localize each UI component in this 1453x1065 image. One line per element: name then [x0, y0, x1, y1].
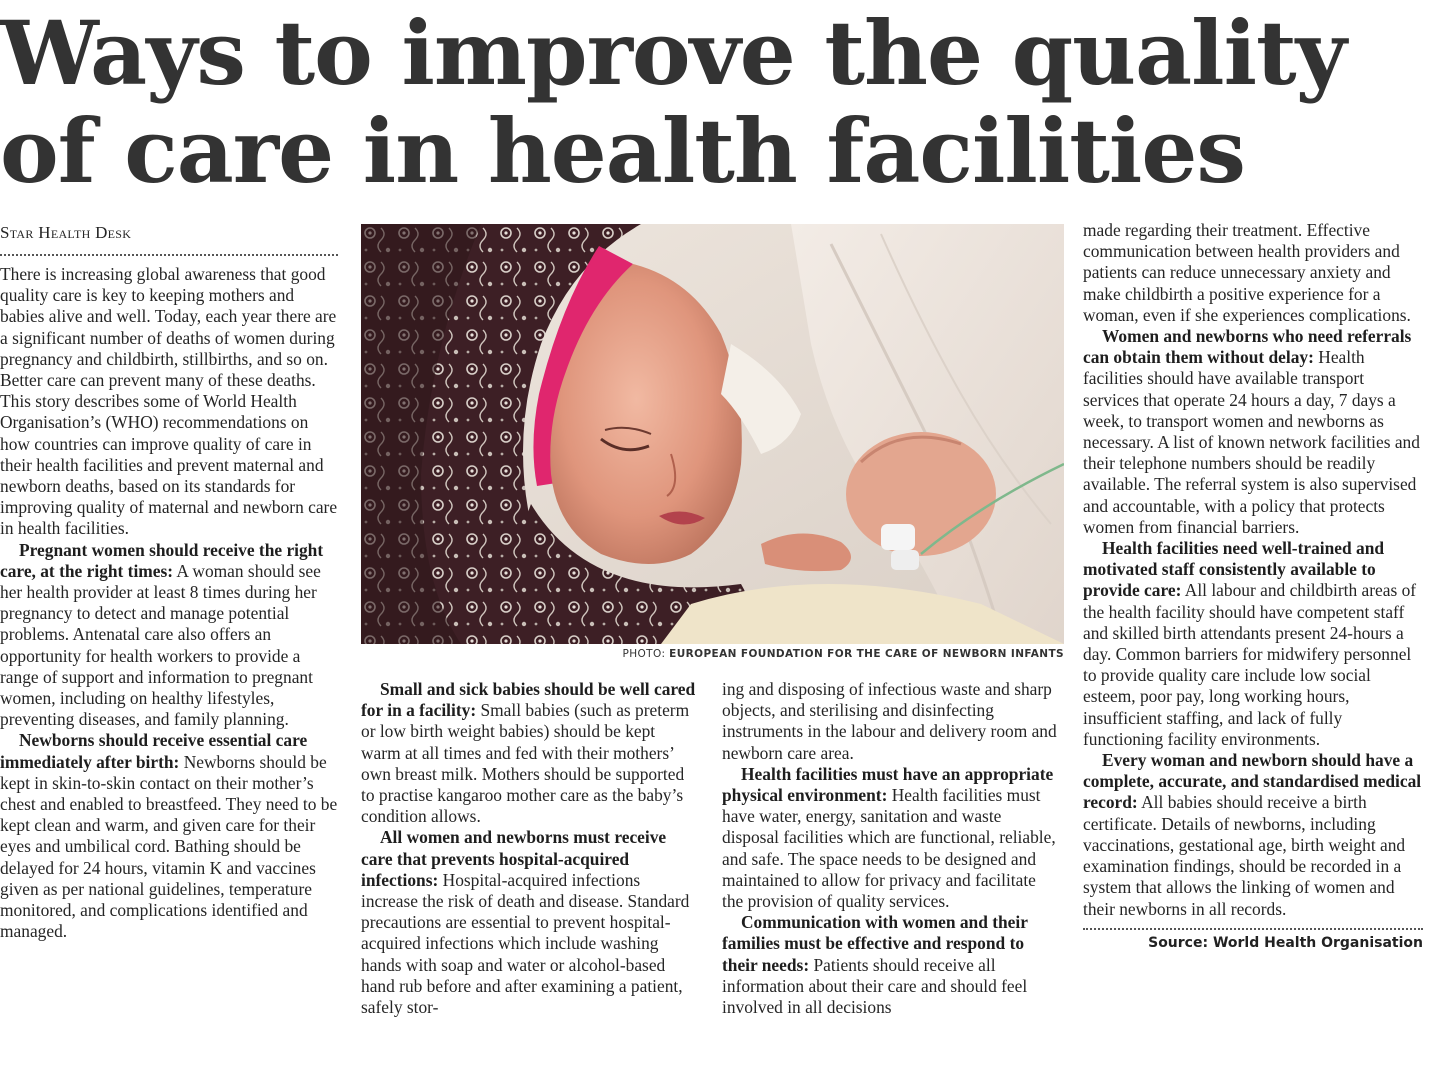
section-heading: Health facilities must have an appropriate physical environment:: [722, 763, 1054, 806]
section-body: All labour and childbirth areas of the health facility should have competent staff and skilled birth attendants present 24-hours a day. Common barriers for midwifery personnel to provide quality care include low social esteem, poor pay, long working hours, insufficient staffing, and lack of fully functioning facility environments.: [1083, 580, 1417, 749]
section-heading: Pregnant women should receive the right care, at the right times:: [0, 539, 324, 581]
section-heading: Women and newborns who need referrals can obtain them without delay:: [1083, 326, 1412, 368]
section-body: Newborns should be kept in skin-to-skin contact on their mother’s chest and enabled to breastfeed. They need to be kept clean and warm, and given care for their eyes and umbilical cord. Bathing should be delayed for 24 hours, vitamin K and vaccines given as per national guidelines, temperature monitored, and complications identified and managed.: [0, 751, 338, 942]
section-body: Health facilities should have available transport services that operate 24 hours a day, 7 days a week, to transport women and newborns as necessary. A list of known network facilities and their telephone numbers should be readily available. The referral system is also supervised and accountable, with a policy that protects women from financial barriers.: [1083, 347, 1420, 537]
section-continuation: made regarding their treatment. Effective communication between health providers and patients can reduce unnecessary anxiety and make childbirth a positive experience for a woman, even if she experiences complications.: [1083, 220, 1411, 325]
headline: [0, 0, 1453, 203]
mother-newborn-photo: [361, 224, 1064, 644]
section-paragraph: [0, 730, 338, 942]
headline-line-1: Ways to improve the quality: [0, 1, 1346, 105]
headline-line-2: of care in health facilities: [0, 99, 1245, 203]
section-body: Patients should receive all information about their care and should feel involved in all decisions: [722, 954, 1028, 1018]
section-body: All babies should receive a birth certificate. Details of newborns, including vaccinations, gestational age, birth weight and examination findings, should be recorded in a system that allows the linking of women and their newborns in all records.: [1083, 792, 1406, 919]
section-heading: Every woman and newborn should have a complete, accurate, and standardised medical record:: [1083, 750, 1422, 813]
article-column-3: [722, 679, 1060, 1018]
byline-divider: [0, 254, 338, 256]
photo-credit-label: PHOTO:: [622, 648, 670, 660]
section-body: A woman should see her health provider at least 8 times during her pregnancy to detect and manage potential problems. Antenatal care also offers an opportunity for health workers to provide a range of support and information to pregnant women, including on healthy lifestyles, preventing diseases, and family planning.: [0, 560, 321, 730]
article-column-1: [0, 222, 338, 943]
section-body: Health facilities must have water, energy, sanitation and waste disposal facilities which are functional, reliable, and safe. The space needs to be designed and maintained to allow for privacy and facilitate the provision of quality services.: [722, 785, 1056, 912]
photo-credit-name: EUROPEAN FOUNDATION FOR THE CARE OF NEWBORN INFANTS: [669, 648, 1064, 660]
source-divider: [1083, 928, 1423, 930]
byline: Star Health Desk: [0, 223, 132, 242]
intro-paragraph: There is increasing global awareness that good quality care is key to keeping mothers and babies alive and well. Today, each year there are a significant number of deaths of women during pregnancy and childbirth, stillbirths, and so on. Better care can prevent many of these deaths. This story describes some of World Health Organisation’s (WHO) recommendations on how countries can improve quality of care in their health facilities and prevent maternal and newborn deaths, based on its standards for improving quality of maternal and newborn care in health facilities.: [0, 264, 338, 539]
section-paragraph: [361, 827, 697, 1018]
section-continuation: ing and disposing of infectious waste and sharp objects, and sterilising and disinfecting instruments in the labour and delivery room and newborn care area.: [722, 679, 1057, 763]
source-attribution: Source: World Health Organisation: [1148, 934, 1423, 951]
section-paragraph: [722, 912, 1060, 1018]
section-body: Hospital-acquired infections increase the risk of death and disease. Standard precautions are essential to prevent hospital-acquired infections which include washing hands with soap and water or alcohol-based hand rub before and after examining a patient, safely stor-: [361, 869, 690, 1018]
section-paragraph: [1083, 538, 1423, 750]
section-paragraph: [0, 540, 338, 731]
section-paragraph: [361, 679, 697, 827]
article-column-2: [361, 679, 697, 1018]
section-heading: Small and sick babies should be well cared for in a facility:: [361, 679, 696, 721]
section-paragraph: [1083, 326, 1423, 538]
photo-credit: [361, 648, 1064, 660]
section-heading: All women and newborns must receive care that prevents hospital-acquired infections:: [361, 827, 667, 890]
section-body: Small babies (such as preterm or low birth weight babies) should be kept warm at all times and fed with their mothers’ own breast milk. Mothers should be supported to practise kangaroo mother care as the baby’s condition allows.: [361, 700, 690, 827]
section-paragraph: [722, 764, 1060, 912]
article-column-4: [1083, 220, 1423, 952]
section-heading: Health facilities need well-trained and motivated staff consistently available to provide care:: [1083, 538, 1385, 601]
section-heading: Communication with women and their families must be effective and respond to their needs:: [722, 912, 1028, 975]
section-heading: Newborns should receive essential care immediately after birth:: [0, 730, 308, 772]
section-paragraph: [1083, 750, 1423, 920]
